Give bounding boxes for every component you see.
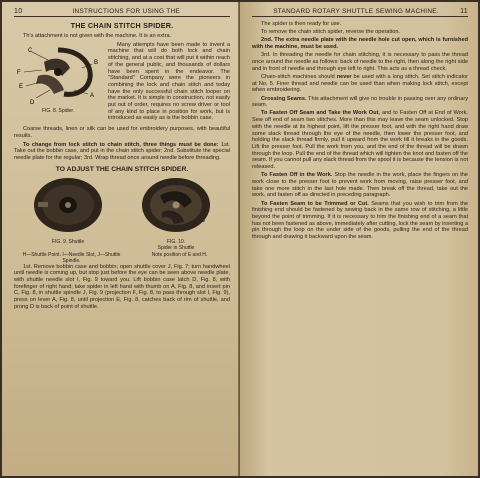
spider-in-shuttle-illustration	[138, 176, 214, 234]
fig8-figure	[14, 42, 102, 124]
long-stitch-a: Chain-stitch machines should	[261, 73, 337, 80]
fig8-label-b: B	[94, 59, 99, 66]
long-stitch-b: be used with a long stitch. Set stitch indicator at No. 5. Finer thread and needle can be used than when making lock stitch, except when embroidering.	[252, 73, 468, 94]
right-running-header	[252, 8, 468, 17]
needle-plate-paragraph	[252, 37, 468, 50]
many-attempts-paragraph: Many attempts have been made to invent a machine that will do both lock and chain stitching, and at a cost that will put it within reach of the general public, and thousands of dollars have been spent in the endeavor. The "Standard" Company were the pioneers in combining the lock and chain stitch and today have the only successful chain stitch looper on the market. It is simple in construction, not easily put out of order, requires no screw driver or tool of any kind to place in position for work, but is introduced as easily as is the bobbin case.	[108, 41, 230, 122]
fig10-label-j: J	[202, 217, 205, 224]
crossing-seams-paragraph	[252, 96, 468, 109]
fig10-caption	[126, 239, 226, 251]
right-page	[240, 2, 478, 476]
fig9-figure	[18, 176, 118, 251]
change-stitch-text: 1st. Take out the bobbin case, and put in the chain stitch spider; 2nd. Substitute the special needle plate for the regular; 3rd. Wrap thread once around needle before threading.	[14, 141, 230, 161]
fasten-work-heading: To Fasten Off in the Work.	[261, 172, 333, 179]
shuttle-illustration	[30, 176, 106, 234]
remove-spider-paragraph: To remove the chain stitch spider, reverse the operation.	[261, 29, 400, 36]
long-stitch-paragraph	[252, 74, 468, 94]
spider-legend: Note position of E and H.	[151, 251, 208, 258]
intro-paragraph: Th's attachment is not given with the machine. It is an extra.	[23, 33, 172, 39]
trim-seam-heading: To Fasten Seam to be Trimmed or Cut.	[261, 200, 369, 207]
crossing-seams-text: This attachment will give no trouble in passing over any ordinary seam.	[252, 95, 468, 109]
long-stitch-never: never	[336, 73, 352, 80]
fasten-work-text: Stop the needle in the work, place the fingers on the work close to the presser foot to prevent work from moving, raise presser foot, and take one more stitch in the last hole made. Then break off the thread, take out the work, and fasten off as directed in preceding paragraph.	[252, 172, 468, 199]
left-running-head: INSTRUCTIONS FOR USING THE	[72, 8, 180, 15]
fasten-seam-paragraph	[252, 110, 468, 170]
change-stitch-lead: To change from lock stitch to chain stitch, three things must be done:	[23, 141, 219, 148]
needle-plate-text: 2nd. The extra needle plate with the needle hole cut open, which is furnished with the machine, must be used.	[252, 37, 468, 51]
fig8-label-e: E	[19, 83, 24, 90]
adjust-spider-subtitle: TO ADJUST THE CHAIN STITCH SPIDER.	[55, 165, 189, 173]
fig10-caption-text: Spider in Shuttle	[157, 244, 195, 251]
crossing-seams-heading: Crossing Seams.	[261, 95, 307, 102]
fig9-fig10-row	[14, 176, 230, 251]
trim-seam-paragraph	[252, 201, 468, 241]
figure-legend	[14, 252, 230, 264]
fasten-seam-heading: To Fasten Off Seam and Take the Work Out,	[261, 110, 380, 117]
remove-bobbin-paragraph: 1st. Remove bobbin case and bobbin; open shuttle cover J, Fig. 7; turn handwheel until needle is coming up, but stop just before the eye can be seen above needle plate, with shuttle needle slot I, Fig. 9 toward you. Lift bobbin case latch D, Fig. 8, with forefinger of right hand; take spider in left hand with thumb on A, Fig. 8, and insert pin C, Fig. 8, in shuttle spindle J, Fig. 9 (projection F, Fig. 8, to pass through slot I, Fig. 9), press on lever A, Fig. 8, until projection E, Fig. 8, catches back of rim of shuttle, and prong D is back of point of shuttle.	[14, 263, 230, 310]
spider-illustration	[14, 42, 102, 108]
left-running-header	[14, 8, 230, 17]
fig8-label-d: D	[30, 99, 35, 106]
fig8-caption: FIG. 8. Spider.	[41, 107, 75, 114]
left-page-number: 10	[14, 8, 23, 15]
fig10-figure	[126, 176, 226, 251]
change-stitch-paragraph	[14, 142, 230, 162]
fasten-work-paragraph	[252, 172, 468, 199]
right-page-number: 11	[460, 8, 468, 15]
fig8-label-c: C	[28, 47, 33, 54]
left-page	[2, 2, 240, 476]
fasten-seam-text: and to Fasten Off at End of Work. Sew off end of seam two stitches. More than this may leave the seam unlocked. Stop with the needle at its highest point, lift the presser foot, and with the right hand draw some slack thread through the eye of the needle, then lower the presser foot, and holding the slack thread firmly, pull it upward from the work till it breaks in the goods. Lift the presser foot. Pull the work from you, and the end of the thread will be drawn through the loop. Pull the end of the thread which will tighten the knot and fasten off the seam. If you cannot pull any slack thread from the spool it is because the tension is not released.	[252, 110, 468, 171]
fig8-label-a: A	[90, 92, 95, 99]
fig8-label-f: F	[17, 69, 21, 76]
chain-stitch-title: THE CHAIN STITCH SPIDER.	[70, 21, 174, 30]
threading-paragraph: 3rd. In threading the needle for chain stitching, it is necessary to pass the thread once around the needle as follows: back of needle to the right, then along the right side and in front of needle and through eye left to right. This acts as a thread check.	[252, 52, 468, 72]
shuttle-legend: H—Shuttle Point. I—Needle Slot, J—Shuttle Spindle.	[22, 251, 121, 264]
trim-seam-text: Seams that you wish to trim from the finishing end should be fastened by sewing back in the same row of stitching, a little beyond the point of trimming. If it is necessary to trim the finishing end of a seam that has not been fastened as above, immediately after cutting, lock the seam by inserting a pin through the loop on the under side of the goods, pulling the end of the thread through and drawing it backward upon the seam.	[252, 200, 468, 241]
book-spread	[2, 2, 478, 476]
right-running-head: STANDARD ROTARY SHUTTLE SEWING MACHINE.	[273, 8, 439, 15]
spider-ready-paragraph: The spider is then ready for use.	[261, 21, 342, 27]
fig9-caption: FIG. 9. Shuttle	[51, 238, 85, 245]
fig8-row	[14, 42, 230, 124]
coarse-threads-paragraph: Coarse threads, linen or silk can be used for embroidery purposes, with beautiful results.	[14, 126, 230, 139]
fig10-label-h: H	[198, 187, 203, 194]
fig10-caption-number: FIG. 10.	[166, 238, 186, 245]
